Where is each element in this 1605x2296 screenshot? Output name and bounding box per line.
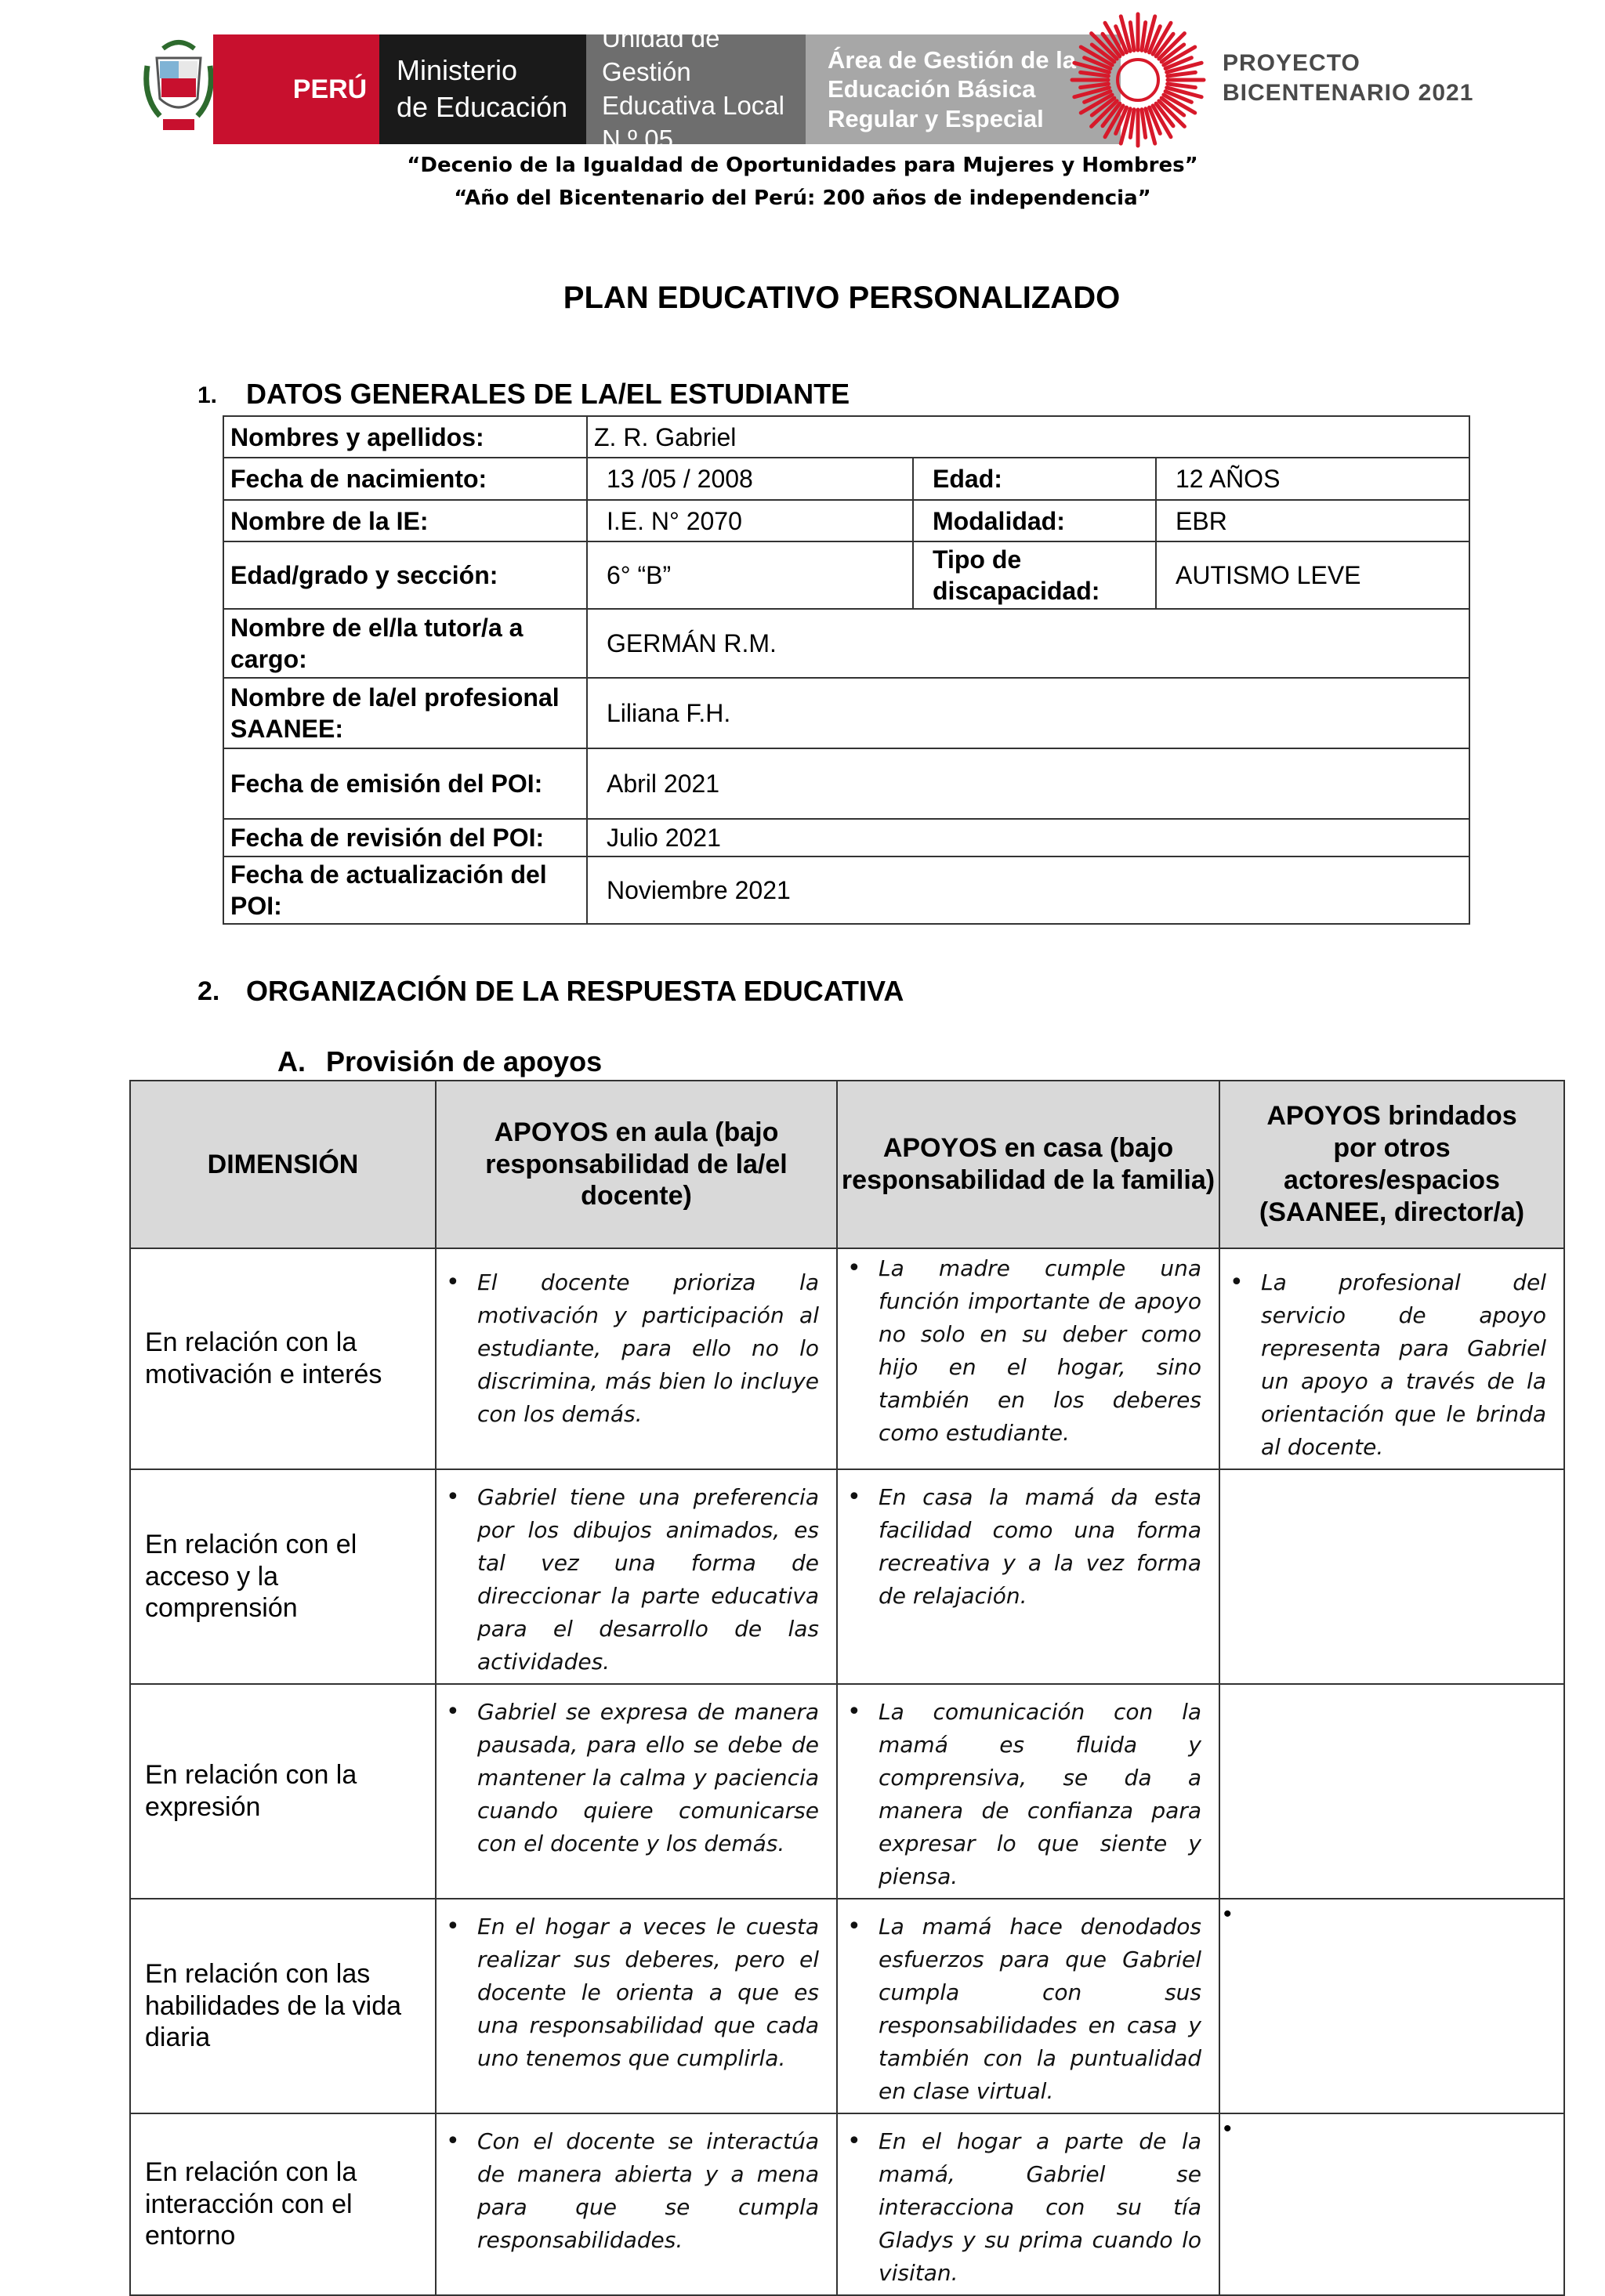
- revision-value: Julio 2021: [587, 819, 1469, 856]
- other-support-cell: [1219, 1469, 1564, 1684]
- classroom-support-cell: [436, 1248, 837, 1469]
- column-header-dimension: DIMENSIÓN: [130, 1081, 436, 1248]
- list-item: • En casa la mamá da esta facilidad como una forma recreativa y a la vez forma de relajación.: [879, 1481, 1201, 1613]
- disability-label: Tipo de discapacidad:: [913, 541, 1156, 609]
- column-header-classroom: APOYOS en aula (bajo responsabilidad de la/el docente): [436, 1081, 837, 1248]
- other-support-cell: [1219, 1899, 1564, 2113]
- table-row: [130, 1469, 1564, 1684]
- empty-bullet-icon: •: [1223, 1901, 1232, 1927]
- table-row: [223, 458, 1469, 500]
- emission-label: Fecha de emisión del POI:: [223, 748, 587, 819]
- list-item: • La comunicación con la mamá es fluida y comprensiva, se da a manera de confianza para expresar lo que siente y piensa.: [879, 1696, 1201, 1893]
- dimension-cell: En relación con el acceso y la comprensión: [130, 1469, 436, 1684]
- dimension-cell: En relación con las habilidades de la vida diaria: [130, 1899, 436, 2113]
- column-header-others: APOYOS brindados por otros actores/espacios (SAANEE, director/a): [1219, 1081, 1564, 1248]
- age-value: 12 AÑOS: [1156, 458, 1469, 500]
- grade-label: Edad/grado y sección:: [223, 541, 587, 609]
- emission-value: Abril 2021: [587, 748, 1469, 819]
- tutor-label: Nombre de el/la tutor/a a cargo:: [223, 609, 587, 678]
- section-1-title: DATOS GENERALES DE LA/EL ESTUDIANTE: [246, 378, 850, 410]
- table-row: [223, 748, 1469, 819]
- area-line2: Educación Básica: [828, 75, 1036, 103]
- home-support-cell: [837, 1684, 1219, 1899]
- tutor-value: GERMÁN R.M.: [587, 609, 1469, 678]
- list-item: • La madre cumple una función importante de apoyo no solo en su deber como hijo en el hogar, sino también en los deberes como estudiante.: [879, 1252, 1201, 1450]
- birth-value: 13 /05 / 2008: [587, 458, 913, 500]
- ministry-line2: de Educación: [397, 91, 568, 123]
- table-row: [130, 1248, 1564, 1469]
- list-item: • La mamá hace denodados esfuerzos para que Gabriel cumpla con sus responsabilidades en casa y también con la puntualidad en clase virtual.: [879, 1910, 1201, 2108]
- bicentenario-project-label: [1223, 49, 1473, 107]
- list-item: • En el hogar a veces le cuesta realizar sus deberes, pero el docente le orienta a que es una responsabilidad que cada uno tenemos que cumplirla.: [477, 1910, 819, 2075]
- table-row: [223, 819, 1469, 856]
- classroom-support-cell: [436, 1469, 837, 1684]
- empty-bullet-icon: •: [1223, 2116, 1232, 2142]
- column-header-home: APOYOS en casa (bajo responsabilidad de la familia): [837, 1081, 1219, 1248]
- classroom-support-cell: [436, 1684, 837, 1899]
- ministry-logo: [379, 34, 586, 144]
- peru-coat-of-arms-icon: [139, 34, 218, 144]
- ministry-logo-strip: [213, 24, 1121, 154]
- ugel-logo: [586, 24, 806, 154]
- section-2-title: ORGANIZACIÓN DE LA RESPUESTA EDUCATIVA: [246, 975, 904, 1007]
- saanee-label: Nombre de la/el profesional SAANEE:: [223, 678, 587, 748]
- birth-label: Fecha de nacimiento:: [223, 458, 587, 500]
- disability-value: AUTISMO LEVE: [1156, 541, 1469, 609]
- area-line3: Regular y Especial: [828, 104, 1044, 132]
- revision-label: Fecha de revisión del POI:: [223, 819, 587, 856]
- dimension-cell: En relación con la expresión: [130, 1684, 436, 1899]
- area-line1: Área de Gestión de la: [828, 46, 1076, 74]
- ugel-line1: Unidad de Gestión: [602, 24, 720, 87]
- table-row: [130, 1684, 1564, 1899]
- table-row: [223, 609, 1469, 678]
- year-motto: “Año del Bicentenario del Perú: 200 años de independencia”: [454, 187, 1151, 210]
- section-2-number: 2.: [197, 976, 220, 1006]
- home-support-cell: [837, 1899, 1219, 2113]
- supports-table: [129, 1080, 1565, 2296]
- ugel-line2: Educativa Local N.º 05: [602, 91, 784, 154]
- table-row: [223, 541, 1469, 609]
- saanee-value: Liliana F.H.: [587, 678, 1469, 748]
- dimension-cell: En relación con la motivación e interés: [130, 1248, 436, 1469]
- project-line2: BICENTENARIO 2021: [1223, 79, 1474, 106]
- table-row: [130, 2113, 1564, 2295]
- update-value: Noviembre 2021: [587, 856, 1469, 924]
- dimension-cell: En relación con la interacción con el entorno: [130, 2113, 436, 2295]
- table-row: [223, 856, 1469, 924]
- list-item: • Con el docente se interactúa de manera abierta y a mena para que se cumpla responsabilidades.: [477, 2125, 819, 2257]
- mode-value: EBR: [1156, 500, 1469, 541]
- classroom-support-cell: [436, 1899, 837, 2113]
- project-line1: PROYECTO: [1223, 50, 1360, 76]
- update-label: Fecha de actualización del POI:: [223, 856, 587, 924]
- ie-label: Nombre de la IE:: [223, 500, 587, 541]
- section-1-number: 1.: [197, 382, 218, 408]
- names-label: Nombres y apellidos:: [223, 416, 587, 458]
- other-support-cell: [1219, 1684, 1564, 1899]
- other-support-cell: [1219, 1248, 1564, 1469]
- grade-value: 6° “B”: [587, 541, 913, 609]
- general-data-table: [223, 415, 1470, 925]
- page-title: PLAN EDUCATIVO PERSONALIZADO: [563, 281, 1121, 315]
- table-row: [130, 1899, 1564, 2113]
- home-support-cell: [837, 1248, 1219, 1469]
- ie-value: I.E. N° 2070: [587, 500, 913, 541]
- table-row: [223, 416, 1469, 458]
- subsection-a-title: Provisión de apoyos: [326, 1045, 603, 1077]
- table-header-row: [130, 1081, 1564, 1248]
- subsection-a-letter: A.: [277, 1045, 306, 1077]
- list-item: • Gabriel se expresa de manera pausada, para ello se debe de mantener la calma y paciencia cuando quiere comunicarse con el docente y los demás.: [477, 1696, 819, 1860]
- table-row: [223, 500, 1469, 541]
- decenio-motto: “Decenio de la Igualdad de Oportunidades para Mujeres y Hombres”: [407, 154, 1198, 177]
- list-item: • La profesional del servicio de apoyo representa para Gabriel un apoyo a través de la orientación que le brinda al docente.: [1261, 1266, 1546, 1464]
- bicentenario-sun-icon: [1069, 11, 1207, 149]
- table-row: [223, 678, 1469, 748]
- peru-logo: [213, 34, 379, 144]
- ministry-line1: Ministerio: [397, 54, 518, 87]
- list-item: • Gabriel tiene una preferencia por los dibujos animados, es tal vez una forma de direccionar la parte educativa para el desarrollo de las actividades.: [477, 1481, 819, 1679]
- home-support-cell: [837, 1469, 1219, 1684]
- mode-label: Modalidad:: [913, 500, 1156, 541]
- home-support-cell: [837, 2113, 1219, 2295]
- other-support-cell: [1219, 2113, 1564, 2295]
- age-label: Edad:: [913, 458, 1156, 500]
- list-item: • El docente prioriza la motivación y participación al estudiante, para ello no lo discrimina, más bien lo incluye con los demás.: [477, 1266, 819, 1431]
- list-item: • En el hogar a parte de la mamá, Gabriel se interacciona con su tía Gladys y su prima cuando lo visitan.: [879, 2125, 1201, 2290]
- names-value: Z. R. Gabriel: [587, 416, 1469, 458]
- peru-label: PERÚ: [292, 74, 368, 104]
- classroom-support-cell: [436, 2113, 837, 2295]
